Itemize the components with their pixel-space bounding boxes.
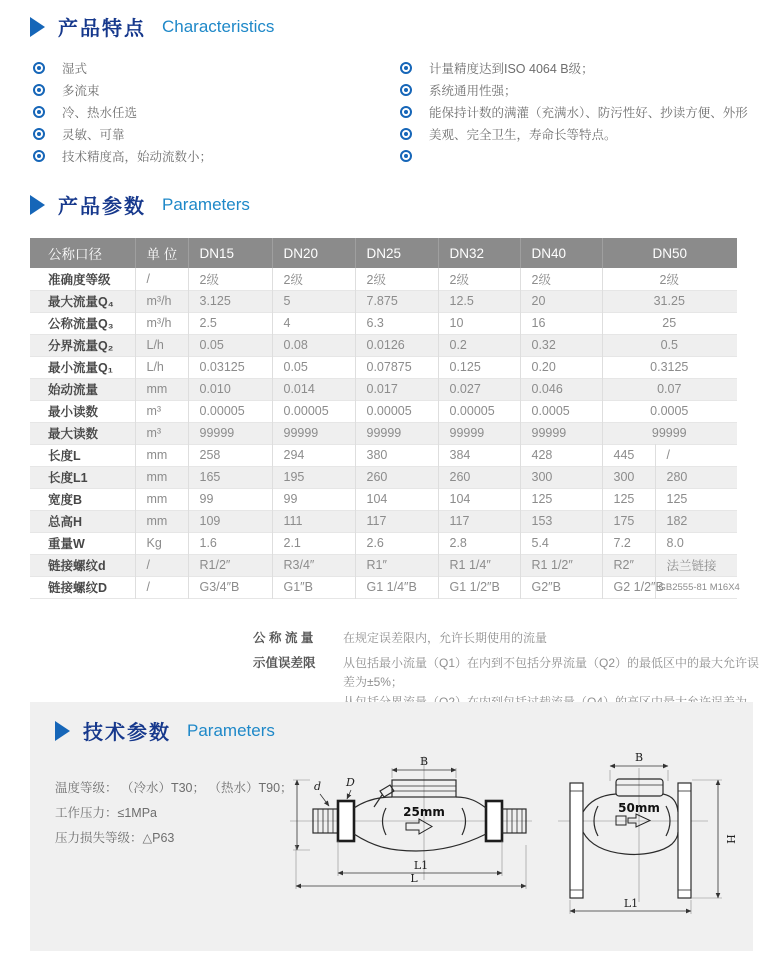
- value-cell: 109: [188, 510, 272, 532]
- value-cell: 0.00005: [188, 400, 272, 422]
- bullet-icon: [400, 106, 412, 118]
- value-cell: G3/4″B: [188, 576, 272, 598]
- value-cell: 125: [666, 492, 688, 506]
- value-cell: 153: [520, 510, 602, 532]
- feature-text: 技术精度高，始动流数小；: [62, 150, 213, 164]
- column-header: DN25: [355, 238, 438, 268]
- unit-cell: mm: [135, 510, 188, 532]
- size-label-25mm: 25mm: [403, 805, 445, 819]
- meter-drawing-threaded: [286, 750, 536, 935]
- technical-title-en: Parameters: [187, 720, 275, 740]
- value-cell: 99999: [188, 422, 272, 444]
- table-row: [30, 334, 737, 356]
- table-row: [30, 312, 737, 334]
- feature-item: [400, 145, 748, 167]
- bullet-icon: [33, 84, 45, 96]
- bullet-icon: [33, 106, 45, 118]
- value-cell: 117: [355, 510, 438, 532]
- value-cell: G1 1/4″B: [355, 576, 438, 598]
- value-cell: /: [666, 448, 670, 462]
- technical-title-zh: 技术参数: [83, 722, 171, 744]
- row-label: 长度L: [30, 444, 135, 466]
- feature-text: 灵敏、可靠: [62, 128, 125, 142]
- value-cell: 2级: [438, 268, 520, 290]
- dim-label-l1: L1: [623, 897, 639, 910]
- note-label: 示值误差限: [253, 655, 316, 670]
- unit-cell: Kg: [135, 532, 188, 554]
- column-header: DN40: [520, 238, 602, 268]
- parameters-title-en: Parameters: [162, 194, 250, 214]
- parameters-title-zh: 产品参数: [58, 196, 146, 218]
- value-cell: 2.1: [272, 532, 355, 554]
- value-cell: 99999: [355, 422, 438, 444]
- table-row: [30, 356, 737, 378]
- value-cell: 0.08: [272, 334, 355, 356]
- value-cell: 258: [188, 444, 272, 466]
- value-cell: 2级: [355, 268, 438, 290]
- value-cell: GB2555-81 M16X4: [658, 581, 740, 593]
- size-label-50mm: 50mm: [618, 801, 660, 815]
- value-cell: 0.0126: [355, 334, 438, 356]
- column-header: DN32: [438, 238, 520, 268]
- table-row: [30, 576, 737, 598]
- unit-cell: mm: [135, 444, 188, 466]
- feature-text: 美观、完全卫生，寿命长等特点。: [429, 128, 617, 142]
- value-cell: 8.0: [666, 536, 684, 550]
- value-cell: R2″: [602, 554, 655, 576]
- dim-label-b: B: [419, 755, 429, 768]
- technical-header: [55, 716, 275, 745]
- dim-label-h: H: [724, 834, 737, 844]
- value-cell: 0.05: [188, 334, 272, 356]
- value-cell: 7.875: [355, 290, 438, 312]
- characteristics-header: [30, 12, 274, 41]
- feature-item: [33, 145, 212, 167]
- feature-item: [33, 123, 212, 145]
- bullet-icon: [400, 84, 412, 96]
- note-label: 公 称 流 量: [253, 631, 314, 645]
- value-cell: G2″B: [520, 576, 602, 598]
- table-row: [30, 444, 737, 466]
- parameters-header: [30, 190, 250, 219]
- value-cell: 0.07875: [355, 356, 438, 378]
- value-cell: 16: [520, 312, 602, 334]
- value-cell: R1″: [355, 554, 438, 576]
- value-cell: 20: [520, 290, 602, 312]
- value-cell: 260: [355, 466, 438, 488]
- row-label: 重量W: [30, 532, 135, 554]
- value-cell: 0.00005: [355, 400, 438, 422]
- value-cell: R3/4″: [272, 554, 355, 576]
- value-cell: 6.3: [355, 312, 438, 334]
- section-arrow-icon: [55, 721, 70, 741]
- table-row: [30, 510, 737, 532]
- feature-list-right: [400, 57, 748, 167]
- characteristics-title-en: Characteristics: [162, 16, 275, 36]
- unit-cell: /: [135, 554, 188, 576]
- register-cap: [616, 779, 663, 796]
- value-cell: 0.5: [660, 338, 678, 352]
- unit-cell: /: [135, 268, 188, 290]
- feature-list-left: [33, 57, 212, 167]
- unit-cell: m³: [135, 400, 188, 422]
- row-label: 最小读数: [30, 400, 135, 422]
- value-cell: 4: [272, 312, 355, 334]
- value-cell: G1 1/2″B: [438, 576, 520, 598]
- value-cell: 175: [602, 510, 655, 532]
- section-arrow-icon: [30, 195, 45, 215]
- table-row: [30, 378, 737, 400]
- unit-cell: m³: [135, 422, 188, 444]
- unit-cell: L/h: [135, 356, 188, 378]
- value-cell: 2.6: [355, 532, 438, 554]
- value-cell: R1 1/2″: [520, 554, 602, 576]
- feature-item: [33, 79, 212, 101]
- technical-panel: [30, 702, 753, 951]
- dim-label-D: D: [346, 776, 355, 789]
- flange-right: [678, 783, 691, 898]
- column-header: DN20: [272, 238, 355, 268]
- value-cell: 3.125: [188, 290, 272, 312]
- value-cell: 2级: [520, 268, 602, 290]
- value-cell: 0.32: [520, 334, 602, 356]
- row-label: 始动流量: [30, 378, 135, 400]
- value-cell: 法兰链接: [666, 559, 717, 573]
- table-body: [30, 268, 740, 598]
- value-cell: 10: [438, 312, 520, 334]
- table-head: [30, 238, 737, 268]
- table-row: [30, 400, 737, 422]
- feature-item: [400, 57, 748, 79]
- value-cell: R1 1/4″: [438, 554, 520, 576]
- note-text-line: 在规定误差限内，允许长期使用的流量: [343, 631, 548, 645]
- row-label: 总高H: [30, 510, 135, 532]
- technical-specs: [55, 776, 293, 851]
- value-cell: 260: [438, 466, 520, 488]
- column-header: 公称口径: [30, 238, 135, 268]
- value-cell: 0.20: [520, 356, 602, 378]
- spec-line-temperature: 温度等级： （冷水）T30； （热水）T90；: [55, 781, 293, 795]
- row-label: 宽度B: [30, 488, 135, 510]
- column-header: DN15: [188, 238, 272, 268]
- bullet-icon: [400, 128, 412, 140]
- feature-item: [400, 79, 748, 101]
- row-label: 最大流量Q₄: [30, 290, 135, 312]
- row-label: 公称流量Q₃: [30, 312, 135, 334]
- value-cell: 5: [272, 290, 355, 312]
- feature-text: 湿式: [62, 62, 88, 76]
- note-text-line: 从包括最小流量（Q1）在内到不包括分界流量（Q2）的最低区中的最大允许误差为±5%；: [343, 655, 760, 689]
- value-cell: 31.25: [653, 294, 685, 308]
- column-header: DN50: [602, 238, 737, 268]
- dim-label-d: d: [314, 780, 322, 793]
- value-cell: 0.2: [438, 334, 520, 356]
- table-row: [30, 268, 737, 290]
- bullet-icon: [33, 128, 45, 140]
- feature-text: 冷、热水任选: [62, 106, 138, 120]
- feature-item: [400, 101, 748, 123]
- value-cell: 111: [272, 510, 355, 532]
- unit-cell: mm: [135, 488, 188, 510]
- value-cell: 104: [355, 488, 438, 510]
- value-cell: 12.5: [438, 290, 520, 312]
- value-cell: 99999: [651, 426, 687, 440]
- row-label: 最小流量Q₁: [30, 356, 135, 378]
- meter-drawing-flanged: [540, 750, 750, 935]
- row-label: 长度L1: [30, 466, 135, 488]
- table-row: [30, 488, 737, 510]
- value-cell: 5.4: [520, 532, 602, 554]
- feature-text: 多流束: [62, 84, 100, 98]
- value-cell: 99: [272, 488, 355, 510]
- bullet-icon: [33, 62, 45, 74]
- spec-line-pressure-loss: 压力损失等级：△P63: [55, 831, 175, 845]
- value-cell: 380: [355, 444, 438, 466]
- value-cell: G2 1/2″B: [602, 576, 655, 598]
- value-cell: 1.6: [188, 532, 272, 554]
- flange-left: [570, 783, 583, 898]
- dim-label-l: L: [410, 872, 418, 885]
- value-cell: 0.00005: [438, 400, 520, 422]
- value-cell: 2级: [272, 268, 355, 290]
- row-label: 分界流量Q₂: [30, 334, 135, 356]
- table-row: [30, 422, 737, 444]
- unit-cell: m³/h: [135, 312, 188, 334]
- value-cell: 125: [520, 488, 602, 510]
- value-cell: 2级: [659, 272, 679, 287]
- value-cell: 0.046: [520, 378, 602, 400]
- table-row: [30, 532, 737, 554]
- value-cell: 384: [438, 444, 520, 466]
- note-row: [253, 629, 768, 649]
- table-row: [30, 290, 737, 312]
- value-cell: 104: [438, 488, 520, 510]
- bullet-icon: [33, 150, 45, 162]
- unit-cell: m³/h: [135, 290, 188, 312]
- value-cell: 99999: [272, 422, 355, 444]
- note-text: [343, 629, 547, 649]
- value-cell: 428: [520, 444, 602, 466]
- dim-label-l1: L1: [413, 859, 429, 872]
- bullet-icon: [400, 62, 412, 74]
- value-cell: 0.3125: [650, 360, 689, 374]
- value-cell: 0.05: [272, 356, 355, 378]
- value-cell: 294: [272, 444, 355, 466]
- row-label: 链接螺纹D: [30, 576, 135, 598]
- value-cell: 195: [272, 466, 355, 488]
- feature-item: [33, 101, 212, 123]
- value-cell: 165: [188, 466, 272, 488]
- characteristics-title-zh: 产品特点: [58, 18, 146, 40]
- value-cell: 99999: [438, 422, 520, 444]
- coupling-nut-left: [338, 801, 354, 841]
- value-cell: 117: [438, 510, 520, 532]
- feature-text: 计量精度达到ISO 4064 B级；: [429, 62, 594, 76]
- value-cell: 280: [666, 470, 688, 484]
- value-cell: 2级: [188, 268, 272, 290]
- table-row: [30, 554, 737, 576]
- value-cell: 0.014: [272, 378, 355, 400]
- value-cell: 182: [666, 514, 688, 528]
- unit-cell: /: [135, 576, 188, 598]
- unit-cell: L/h: [135, 334, 188, 356]
- value-cell: 0.07: [657, 382, 682, 396]
- parameters-table: [30, 238, 740, 599]
- feature-text: 能保持计数的满灌（充满水）、防污性好、抄读方便、外形: [429, 106, 748, 120]
- value-cell: 0.0005: [650, 404, 689, 418]
- value-cell: 7.2: [602, 532, 655, 554]
- value-cell: 0.017: [355, 378, 438, 400]
- value-cell: 99999: [520, 422, 602, 444]
- table-row: [30, 466, 737, 488]
- value-cell: 300: [602, 466, 655, 488]
- value-cell: 2.5: [188, 312, 272, 334]
- value-cell: R1/2″: [188, 554, 272, 576]
- column-header: 单 位: [135, 238, 188, 268]
- row-label: 链接螺纹d: [30, 554, 135, 576]
- value-cell: 445: [602, 444, 655, 466]
- seal-tag: [374, 785, 394, 807]
- value-cell: 99: [188, 488, 272, 510]
- value-cell: 0.010: [188, 378, 272, 400]
- value-cell: 0.03125: [188, 356, 272, 378]
- unit-cell: mm: [135, 378, 188, 400]
- row-label: 准确度等级: [30, 268, 135, 290]
- value-cell: 125: [602, 488, 655, 510]
- value-cell: 0.00005: [272, 400, 355, 422]
- value-cell: 0.125: [438, 356, 520, 378]
- value-cell: 0.027: [438, 378, 520, 400]
- bullet-icon: [400, 150, 412, 162]
- value-cell: G1″B: [272, 576, 355, 598]
- row-label: 最大读数: [30, 422, 135, 444]
- value-cell: 25: [662, 316, 677, 330]
- value-cell: 300: [520, 466, 602, 488]
- value-cell: 0.0005: [520, 400, 602, 422]
- dim-label-b: B: [634, 751, 644, 764]
- section-arrow-icon: [30, 17, 45, 37]
- feature-item: [33, 57, 212, 79]
- feature-item: [400, 123, 748, 145]
- unit-cell: mm: [135, 466, 188, 488]
- feature-text: 系统通用性强；: [429, 84, 517, 98]
- value-cell: 2.8: [438, 532, 520, 554]
- spec-line-pressure: 工作压力：≤1MPa: [55, 806, 158, 820]
- coupling-nut-right: [486, 801, 502, 841]
